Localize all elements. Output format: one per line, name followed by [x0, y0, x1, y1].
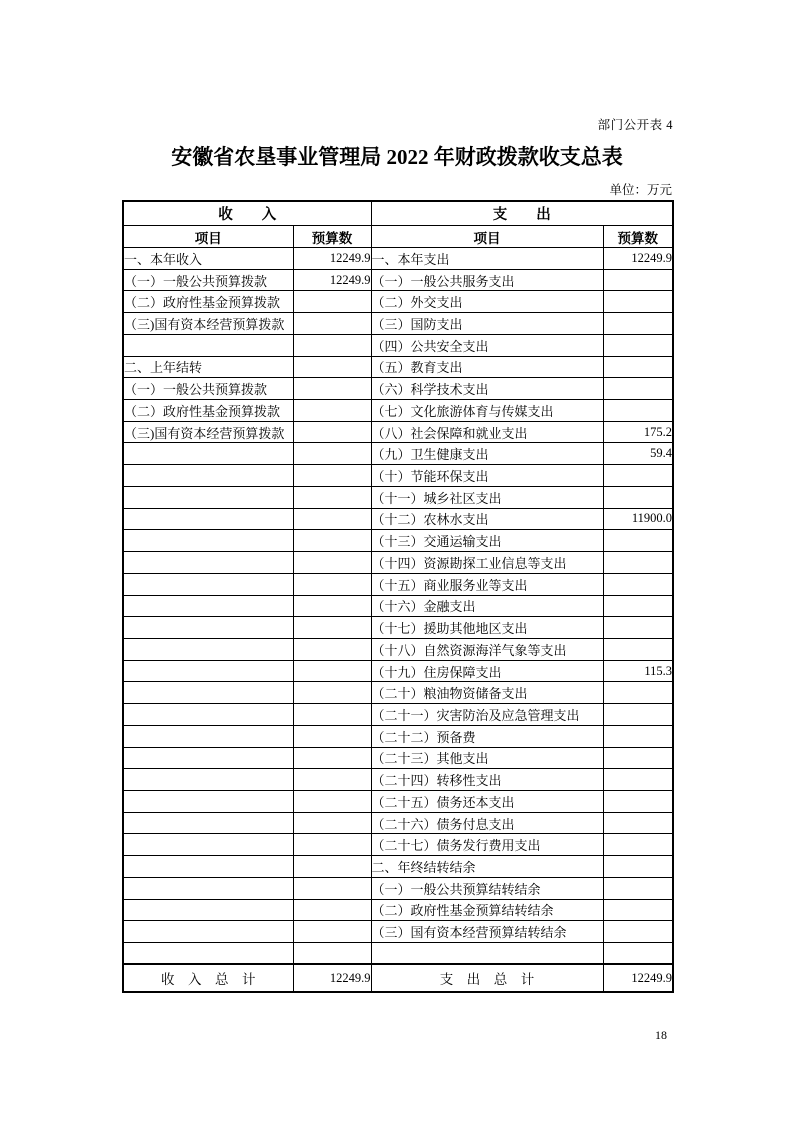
table-row — [123, 552, 673, 574]
table-row — [123, 769, 673, 791]
expense-item-cell: （二）政府性基金预算结转结余 — [371, 899, 603, 921]
expense-item-cell: （十三）交通运输支出 — [371, 530, 603, 552]
budget-table-header — [123, 201, 673, 248]
expense-item-cell: （三）国防支出 — [371, 313, 603, 335]
table-row — [123, 595, 673, 617]
income-item-cell — [123, 725, 293, 747]
income-budget-cell — [293, 573, 371, 595]
table-row — [123, 899, 673, 921]
income-item-cell — [123, 899, 293, 921]
income-item-cell — [123, 682, 293, 704]
income-item-cell — [123, 943, 293, 965]
income-budget-cell — [293, 313, 371, 335]
expense-budget-cell: 115.3 — [603, 660, 673, 682]
income-item-cell — [123, 769, 293, 791]
income-budget-cell — [293, 856, 371, 878]
expense-budget-cell: 11900.0 — [603, 508, 673, 530]
income-budget-cell — [293, 812, 371, 834]
income-item-cell — [123, 486, 293, 508]
income-budget-cell — [293, 291, 371, 313]
income-item-cell — [123, 552, 293, 574]
expense-item-cell: （六）科学技术支出 — [371, 378, 603, 400]
expense-budget-cell — [603, 812, 673, 834]
income-budget-cell — [293, 834, 371, 856]
expense-budget-cell — [603, 291, 673, 313]
income-budget-cell — [293, 877, 371, 899]
table-row — [123, 747, 673, 769]
budget-table-body — [123, 248, 673, 965]
table-row — [123, 921, 673, 943]
income-budget-cell — [293, 725, 371, 747]
table-row — [123, 660, 673, 682]
income-budget-cell — [293, 790, 371, 812]
table-row — [123, 443, 673, 465]
expense-item-cell: （一）一般公共预算结转结余 — [371, 877, 603, 899]
income-budget-cell — [293, 530, 371, 552]
table-row — [123, 790, 673, 812]
income-item-cell — [123, 790, 293, 812]
expense-section-header: 支 出 — [371, 201, 673, 226]
income-budget-cell — [293, 465, 371, 487]
expense-item-column-header: 项目 — [371, 226, 603, 248]
expense-budget-cell — [603, 899, 673, 921]
expense-budget-cell — [603, 877, 673, 899]
income-budget-cell — [293, 378, 371, 400]
expense-budget-cell — [603, 725, 673, 747]
expense-item-cell: （十四）资源勘探工业信息等支出 — [371, 552, 603, 574]
income-total-value: 12249.9 — [293, 964, 371, 992]
income-item-cell: （三)国有资本经营预算拨款 — [123, 421, 293, 443]
expense-budget-cell — [603, 400, 673, 422]
expense-budget-cell: 12249.9 — [603, 248, 673, 270]
table-row — [123, 877, 673, 899]
expense-budget-cell — [603, 943, 673, 965]
table-row — [123, 378, 673, 400]
expense-budget-cell — [603, 704, 673, 726]
income-item-cell — [123, 530, 293, 552]
expense-item-cell: （十五）商业服务业等支出 — [371, 573, 603, 595]
expense-item-cell: （二）外交支出 — [371, 291, 603, 313]
expense-item-cell: （一）一般公共服务支出 — [371, 269, 603, 291]
table-row — [123, 465, 673, 487]
table-row — [123, 638, 673, 660]
section-header-row — [123, 201, 673, 226]
page-number: 18 — [655, 1028, 667, 1042]
income-item-cell: （一）一般公共预算拨款 — [123, 269, 293, 291]
expense-item-cell: （十）节能环保支出 — [371, 465, 603, 487]
income-budget-cell — [293, 638, 371, 660]
income-budget-cell — [293, 769, 371, 791]
income-budget-cell: 12249.9 — [293, 248, 371, 270]
expense-budget-cell — [603, 856, 673, 878]
expense-item-cell: （二十一）灾害防治及应急管理支出 — [371, 704, 603, 726]
income-budget-cell — [293, 552, 371, 574]
expense-budget-cell — [603, 790, 673, 812]
income-item-cell: 二、上年结转 — [123, 356, 293, 378]
expense-item-cell: （五）教育支出 — [371, 356, 603, 378]
expense-item-cell: （七）文化旅游体育与传媒支出 — [371, 400, 603, 422]
table-row — [123, 508, 673, 530]
income-budget-cell — [293, 943, 371, 965]
expense-budget-cell — [603, 682, 673, 704]
total-row — [123, 964, 673, 992]
income-budget-cell — [293, 421, 371, 443]
expense-budget-cell: 175.2 — [603, 421, 673, 443]
table-row — [123, 530, 673, 552]
unit-note: 单位：万元 — [609, 183, 672, 197]
table-row — [123, 486, 673, 508]
income-item-cell — [123, 595, 293, 617]
income-item-cell — [123, 443, 293, 465]
income-budget-cell — [293, 704, 371, 726]
income-budget-cell — [293, 660, 371, 682]
expense-budget-cell — [603, 573, 673, 595]
income-total-label: 收 入 总 计 — [123, 964, 293, 992]
income-item-cell — [123, 573, 293, 595]
budget-table — [122, 200, 674, 993]
income-item-cell: （二）政府性基金预算拨款 — [123, 291, 293, 313]
expense-item-cell: （四）公共安全支出 — [371, 334, 603, 356]
expense-budget-cell — [603, 465, 673, 487]
income-item-cell: （三)国有资本经营预算拨款 — [123, 313, 293, 335]
expense-item-cell: （十二）农林水支出 — [371, 508, 603, 530]
expense-item-cell: （二十三）其他支出 — [371, 747, 603, 769]
expense-budget-cell — [603, 595, 673, 617]
expense-item-cell: （八）社会保障和就业支出 — [371, 421, 603, 443]
expense-item-cell: （二十）粮油物资储备支出 — [371, 682, 603, 704]
income-item-cell — [123, 660, 293, 682]
income-item-cell — [123, 508, 293, 530]
income-item-cell: （二）政府性基金预算拨款 — [123, 400, 293, 422]
income-budget-column-header: 预算数 — [293, 226, 371, 248]
expense-item-cell: 一、本年支出 — [371, 248, 603, 270]
income-budget-cell: 12249.9 — [293, 269, 371, 291]
income-item-cell — [123, 465, 293, 487]
table-row — [123, 248, 673, 270]
budget-table-footer — [123, 964, 673, 992]
page-title: 安徽省农垦事业管理局 2022 年财政拨款收支总表 — [171, 145, 623, 169]
table-row — [123, 834, 673, 856]
income-budget-cell — [293, 356, 371, 378]
income-item-cell — [123, 334, 293, 356]
expense-item-cell: （二十二）预备费 — [371, 725, 603, 747]
expense-item-cell: （十一）城乡社区支出 — [371, 486, 603, 508]
income-budget-cell — [293, 682, 371, 704]
table-row — [123, 856, 673, 878]
income-section-header: 收 入 — [123, 201, 371, 226]
income-budget-cell — [293, 617, 371, 639]
expense-item-cell: （十九）住房保障支出 — [371, 660, 603, 682]
expense-item-cell: （二十五）债务还本支出 — [371, 790, 603, 812]
income-item-cell — [123, 747, 293, 769]
table-row — [123, 943, 673, 965]
income-item-cell — [123, 877, 293, 899]
income-budget-cell — [293, 899, 371, 921]
income-item-cell — [123, 856, 293, 878]
expense-item-cell: （十八）自然资源海洋气象等支出 — [371, 638, 603, 660]
income-budget-cell — [293, 443, 371, 465]
table-row — [123, 356, 673, 378]
income-item-cell — [123, 617, 293, 639]
expense-budget-cell — [603, 747, 673, 769]
table-row — [123, 682, 673, 704]
doc-label: 部门公开表 4 — [597, 118, 673, 132]
table-row — [123, 812, 673, 834]
income-item-cell — [123, 638, 293, 660]
expense-budget-cell — [603, 378, 673, 400]
income-budget-cell — [293, 595, 371, 617]
income-item-cell: （一）一般公共预算拨款 — [123, 378, 293, 400]
table-row — [123, 725, 673, 747]
expense-budget-cell — [603, 834, 673, 856]
expense-item-cell: （十六）金融支出 — [371, 595, 603, 617]
income-budget-cell — [293, 921, 371, 943]
expense-budget-cell — [603, 552, 673, 574]
expense-item-cell: （二十六）债务付息支出 — [371, 812, 603, 834]
expense-budget-cell — [603, 638, 673, 660]
income-budget-cell — [293, 508, 371, 530]
income-item-column-header: 项目 — [123, 226, 293, 248]
table-row — [123, 313, 673, 335]
expense-item-cell: （二十七）债务发行费用支出 — [371, 834, 603, 856]
table-row — [123, 704, 673, 726]
table-row — [123, 573, 673, 595]
expense-item-cell: （十七）援助其他地区支出 — [371, 617, 603, 639]
expense-budget-cell — [603, 356, 673, 378]
expense-item-cell: （三）国有资本经营预算结转结余 — [371, 921, 603, 943]
expense-budget-cell — [603, 269, 673, 291]
income-item-cell: 一、本年收入 — [123, 248, 293, 270]
expense-budget-cell — [603, 313, 673, 335]
table-row — [123, 269, 673, 291]
expense-total-label: 支 出 总 计 — [371, 964, 603, 992]
income-item-cell — [123, 921, 293, 943]
expense-budget-cell — [603, 769, 673, 791]
income-budget-cell — [293, 400, 371, 422]
expense-budget-cell: 59.4 — [603, 443, 673, 465]
expense-item-cell: （二十四）转移性支出 — [371, 769, 603, 791]
income-budget-cell — [293, 486, 371, 508]
table-row — [123, 617, 673, 639]
income-budget-cell — [293, 747, 371, 769]
expense-item-cell: （九）卫生健康支出 — [371, 443, 603, 465]
expense-budget-column-header: 预算数 — [603, 226, 673, 248]
table-row — [123, 421, 673, 443]
expense-budget-cell — [603, 921, 673, 943]
expense-budget-cell — [603, 530, 673, 552]
expense-budget-cell — [603, 617, 673, 639]
expense-item-cell — [371, 943, 603, 965]
income-item-cell — [123, 834, 293, 856]
income-item-cell — [123, 812, 293, 834]
budget-table-wrap — [122, 200, 672, 993]
expense-budget-cell — [603, 334, 673, 356]
expense-total-value: 12249.9 — [603, 964, 673, 992]
expense-budget-cell — [603, 486, 673, 508]
table-row — [123, 400, 673, 422]
expense-item-cell: 二、年终结转结余 — [371, 856, 603, 878]
column-header-row — [123, 226, 673, 248]
table-row — [123, 334, 673, 356]
table-row — [123, 291, 673, 313]
income-item-cell — [123, 704, 293, 726]
income-budget-cell — [293, 334, 371, 356]
